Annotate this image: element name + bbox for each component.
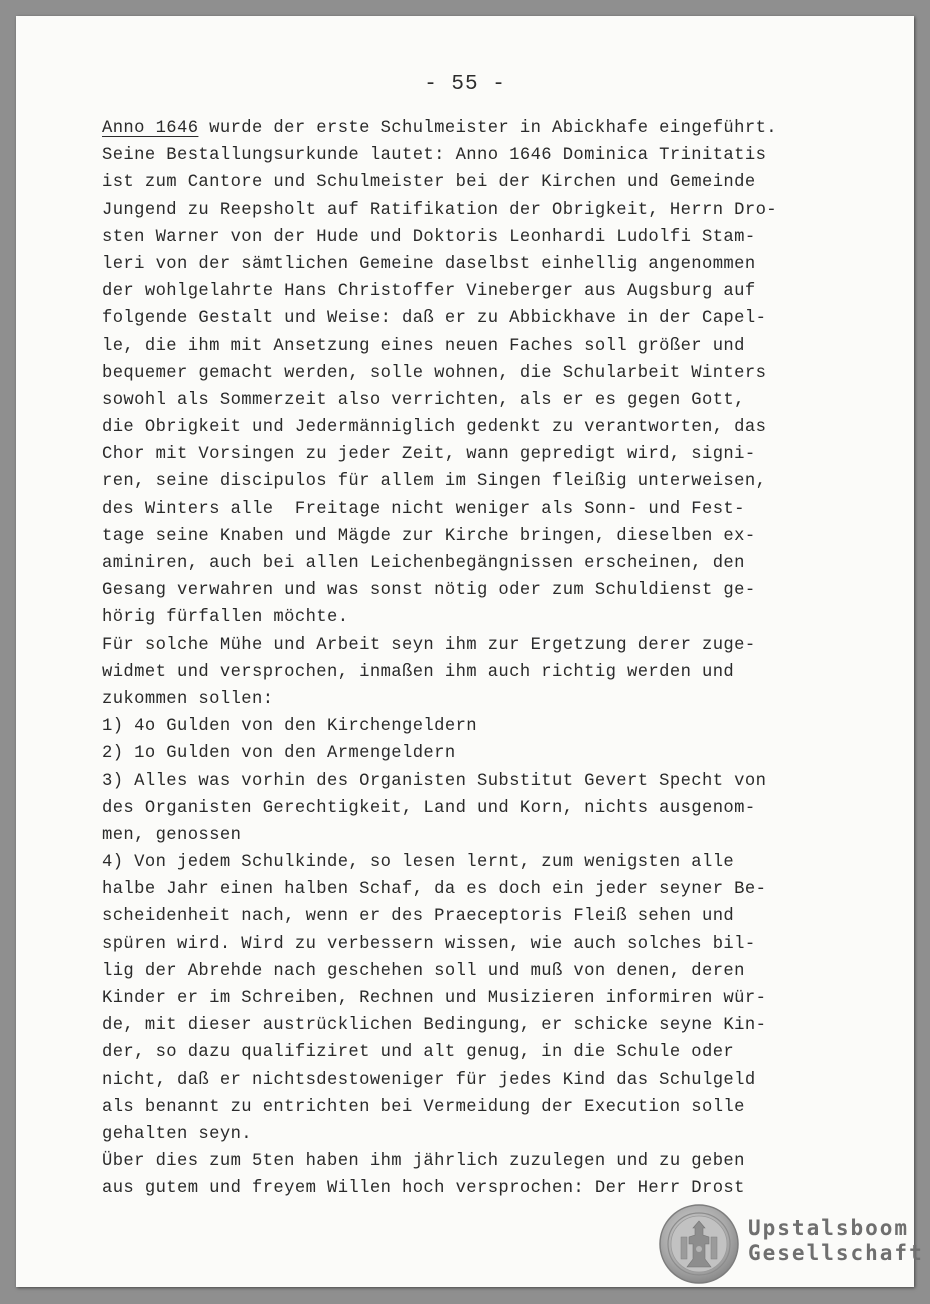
text-line: ist zum Cantore und Schulmeister bei der Kirchen und Gemeinde <box>102 173 756 193</box>
text-line: Anno 1646 wurde der erste Schulmeister in Abickhafe eingeführt. <box>102 119 778 138</box>
text-line: 2) 1o Gulden von den Armengeldern <box>102 744 456 764</box>
text-line: Für solche Mühe und Arbeit seyn ihm zur Ergetzung derer zuge- <box>102 635 756 655</box>
text-line: Seine Bestallungsurkunde lautet: Anno 1646 Dominica Trinitatis <box>102 146 767 166</box>
text-line: 1) 4o Gulden von den Kirchengeldern <box>102 717 477 737</box>
text-line: halbe Jahr einen halben Schaf, da es doch ein jeder seyner Be- <box>102 880 767 900</box>
text-line: folgende Gestalt und Weise: daß er zu Abbickhave in der Capel- <box>102 309 767 329</box>
text-line: tage seine Knaben und Mägde zur Kirche bringen, dieselben ex- <box>102 526 756 546</box>
text-line: le, die ihm mit Ansetzung eines neuen Faches soll größer und <box>102 336 745 356</box>
text-line: des Winters alle Freitage nicht weniger als Sonn- und Fest- <box>102 499 745 519</box>
society-name-line1: Upstalsboom <box>748 1216 910 1240</box>
text-line: nicht, daß er nichtsdestoweniger für jedes Kind das Schulgeld <box>102 1070 756 1090</box>
text-line: der wohlgelahrte Hans Christoffer Vineberger aus Augsburg auf <box>102 282 756 302</box>
text-line: Jungend zu Reepsholt auf Ratifikation der Obrigkeit, Herrn Dro- <box>102 200 777 220</box>
text-line: hörig fürfallen möchte. <box>102 608 349 628</box>
text-line: de, mit dieser austrücklichen Bedingung, er schicke seyne Kin- <box>102 1016 767 1036</box>
text-line: spüren wird. Wird zu verbessern wissen, wie auch solches bil- <box>102 934 756 954</box>
text-line: men, genossen <box>102 825 242 845</box>
text-line: gehalten seyn. <box>102 1124 252 1144</box>
society-logo-text <box>748 1216 924 1266</box>
text-line: ren, seine discipulos für allem im Singen fleißig unterweisen, <box>102 472 767 492</box>
text-line: scheidenheit nach, wenn er des Praeceptoris Fleiß sehen und <box>102 907 735 927</box>
text-line: Chor mit Vorsingen zu jeder Zeit, wann gepredigt wird, signi- <box>102 445 756 465</box>
text-line: aminiren, auch bei allen Leichenbegängnissen erscheinen, den <box>102 554 745 573</box>
text-line: des Organisten Gerechtigkeit, Land und Korn, nichts ausgenom- <box>102 798 756 818</box>
text-line: 4) Von jedem Schulkinde, so lesen lernt, zum wenigsten alle <box>102 853 735 873</box>
text-line: lig der Abrehde nach geschehen soll und muß von denen, deren <box>102 961 745 981</box>
document-page <box>16 16 924 1287</box>
text-line: aus gutem und freyem Willen hoch versprochen: Der Herr Drost <box>102 1179 745 1199</box>
text-line: zukommen sollen: <box>102 689 274 709</box>
text-line: der, so dazu qualifiziret und alt genug, in die Schule oder <box>102 1043 735 1063</box>
text-line: die Obrigkeit und Jedermänniglich gedenkt zu verantworten, das <box>102 418 767 438</box>
text-line: als benannt zu entrichten bei Vermeidung der Execution solle <box>102 1097 745 1117</box>
text-line: sowohl als Sommerzeit also verrichten, als er es gegen Gott, <box>102 390 745 410</box>
upstalsboom-seal-icon <box>659 1204 739 1284</box>
underlined-date: Anno 1646 <box>102 119 199 138</box>
text-line: 3) Alles was vorhin des Organisten Substitut Gevert Specht von <box>102 771 767 791</box>
text-line: Über dies zum 5ten haben ihm jährlich zuzulegen und zu geben <box>102 1152 745 1172</box>
document-text <box>102 115 818 1203</box>
page-number: - 55 - <box>424 73 506 96</box>
text-line: Gesang verwahren und was sonst nötig oder zum Schuldienst ge- <box>102 581 756 601</box>
text-line: bequemer gemacht werden, solle wohnen, die Schularbeit Winters <box>102 363 767 383</box>
society-name-line2: Gesellschaft <box>748 1241 924 1265</box>
text-line: leri von der sämtlichen Gemeine daselbst einhellig angenommen <box>102 254 756 274</box>
text-line: sten Warner von der Hude und Doktoris Leonhardi Ludolfi Stam- <box>102 227 756 247</box>
text-line: Kinder er im Schreiben, Rechnen und Musizieren informiren wür- <box>102 989 767 1008</box>
text-line: widmet und versprochen, inmaßen ihm auch richtig werden und <box>102 662 735 682</box>
